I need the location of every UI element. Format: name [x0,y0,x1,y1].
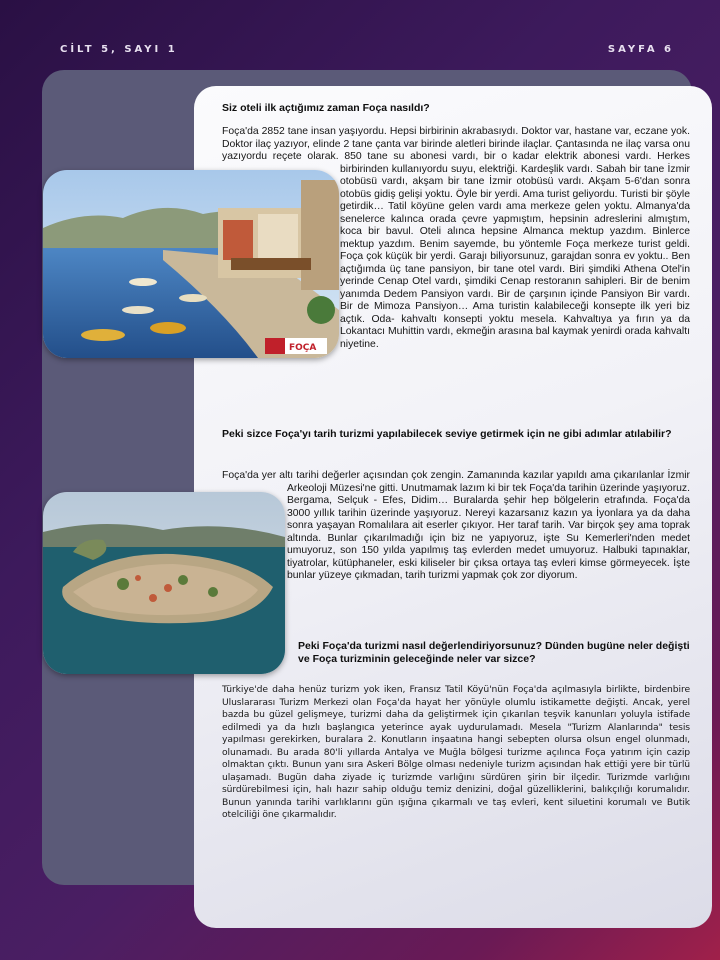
question-1: Siz oteli ilk açtığımız zaman Foça nasıldı? [222,102,430,114]
question-3: Peki Foça'da turizmi nasıl değerlendiriyorsunuz? Dünden bugüne neler değişti ve Foça turizminin geleceğinde neler var sizce? [298,640,690,665]
page-number-label: SAYFA 6 [607,44,674,55]
answer-2 [222,470,690,630]
answer-2-text: Foça'da yer altı tarihi değerler açısından çok zengin. Zamanında kazılar yapıldı ama çıkarılanlar İzmir Arkeoloji Müzesi'ne gitti. Unutmamak lazım ki bir tek Foça'da tarihin üzerinde yaşıyoruz. Bergama, Selçuk - Efes, Didim… Buralarda şehir hep bölgelerin etrafında. Foça'da 3000 yıllık tarihin üzerinde yaşıyoruz. Nereyi kazarsanız kazın ya İyonlara ya da daha sonra yaşayan Romalılara ait eserler çıkıyor. Her taraf tarih. Var birçok şey ama toprak altında. Bunlar çıkarılmadığı için biz ne yapıyoruz, işte Su Kemerleri'nden medet umuyoruz, son 150 yılda yapılmış taş evlerden medet umuyoruz. Halbuki tapınaklar, tiyatrolar, kütüphaneler, eski kiliseler bir çıksa ortaya taş evleri kimse görmeyecek. İşte bunlar yüzeye çıkmadan, tarih turizmi yapmak çok zor diyorum. [222,470,691,581]
answer-1-text: Foça'da 2852 tane insan yaşıyordu. Hepsi birbirinin akrabasıydı. Doktor var, hastane var, eczane yok. Doktor ilaç yazıyor, elinde 2 tane çanta var birinde aletleri birinde ilaçlar. Çantasında ne ilaç varsa onu yazıyordu reçete olarak. 850 tane su abonesi vardı, bir o kadar elektrik abonesi vardı. Herkes birbirinden kullanıyordu suyu, elektriği. Kardeşlik vardı. Sabah bir tane İzmir otobüsü vardı, akşam bir tane İzmir otobüsü vardı. Akşam 5-6'dan sonra otobüs gidiş gelişi yoktu. Öyle bir yerdi. Ama turist geliyordu. Turisti bir şöyle getirdik… Tatil köyüne gelen vardı ama merkeze gelen yoktu. Almanya'da senelerce kalınca orada çevre yapmıştım, hepsinin adreslerini almıştım, koca bir bavul. Oteli alınca hepsine Almanca mektup yazdım. Binlerce mektup yazdım. Benim sayemde, bu yöntemle Foça merkeze turist geldi. Foça çok küçük bir yerdi. Garajı biliyorsunuz, garajdan sonra ev yoktu.. Ben açtığımda üç tane pansiyon, bir tane otel vardı. Biri şimdiki Athena Otel'in yerinde Cenap Otel vardı, şimdiki Cenap restoranın sahipleri. Bir de benim yanımda Dedem Pansiyon vardı. Bir de çarşının içinde Pansiyon Bir vardı. Bir de Mimoza Pansiyon… Ama turistin kalabileceği konsepte ilk yeri biz açtık. Oda- kahvaltı konsepti yoktu mesela. Kahvaltıya ya fırın ya da Lokantacı Muhittin vardı, ekmeğin arasına bal kaymak yenirdi orada kahvaltı niyetine. [222,126,690,350]
harbor-illustration [43,170,339,358]
flag-icon [265,338,285,354]
question-2: Peki sizce Foça'yı tarih turizmi yapılabilecek seviye getirmek için ne gibi adımlar atılabilir? [222,428,672,440]
aerial-illustration [43,492,285,674]
volume-issue-label: CİLT 5, SAYI 1 [60,44,178,55]
aerial-photo [43,492,285,674]
foca-sign-text: FOÇA [289,343,317,353]
harbor-photo [43,170,339,358]
answer-3: Türkiye'de daha henüz turizm yok iken, Fransız Tatil Köyü'nün Foça'da açılmasıyla birlikte, birdenbire Uluslararası Turizm Merkezi olan Foça'da hayat her yönüyle olumlu istikamette değişti. Ancak, yerel bazda bu güzel gelişmeye, turizmi daha da geliştirmek için çıkarılan teşvik kanunları yoluyla istifade edilmedi ya da hızlı başlangıca yeterince ayak uydurulamadı. Mesela "Turizm Alanlarında" tesis yapılması gerekirken, buralara 2. Konutların inşaatına hangi sebepten olursa olsun engel olunmadı, olunamadı. Bu arada 80'li yıllarda Antalya ve Muğla bölgesi turizme açılınca Foça yatırım için cazip olmaktan çıktı. Bunun yanı sıra Askeri Bölge olması nedeniyle turizm açısından hak ettiği yere bir türlü ulaşamadı. Bugün daha ziyade iç turizmde varlığını sürdüren şirin bir ilçedir. Turizmde varlığını sürdürebilmesi için, halı hazır sahip olduğu temiz denizini, doğal güzelliklerini, balıkçılığı korumalıdır. Bunun yanında tarihi varlıklarını gün ışığına çıkarmalı ve taş evleri, kent siluetini korumalı ve Butik otelciliği öne çıkarmalıdır. [222,684,690,820]
